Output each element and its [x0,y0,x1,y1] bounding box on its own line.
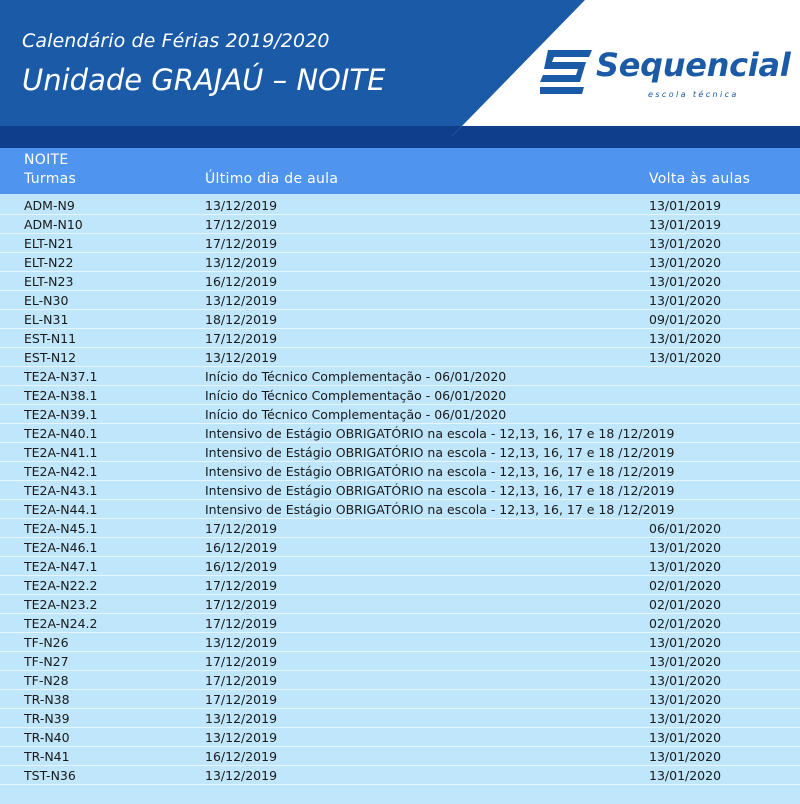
table-row [0,671,800,690]
cell-volta: 13/01/2020 [649,274,722,289]
period-label: NOITE [24,152,69,168]
table-row [0,519,800,538]
title-subtitle: Calendário de Férias 2019/2020 [22,30,330,52]
cell-volta: 06/01/2020 [649,521,722,536]
cell-volta: 13/01/2020 [649,540,722,555]
cell-turma: TE2A-N38.1 [24,388,98,403]
cell-volta: 13/01/2020 [649,293,722,308]
cell-turma: TF-N27 [24,654,69,669]
cell-turma: TR-N40 [24,730,70,745]
column-header-turmas: Turmas [24,171,77,187]
table-row [0,481,800,500]
cell-ultimo-dia: 17/12/2019 [205,597,278,612]
page-header [0,0,800,148]
table-row [0,576,800,595]
cell-turma: ELT-N21 [24,236,74,251]
cell-ultimo-dia: 17/12/2019 [205,692,278,707]
cell-ultimo-dia: 13/12/2019 [205,293,278,308]
cell-volta: 13/01/2020 [649,673,722,688]
column-header-volta: Volta às aulas [649,171,751,187]
table-row [0,234,800,253]
table-row [0,443,800,462]
cell-ultimo-dia: 16/12/2019 [205,540,278,555]
cell-volta: 02/01/2020 [649,597,722,612]
table-row [0,291,800,310]
table-row [0,500,800,519]
table-row [0,424,800,443]
cell-ultimo-dia: 17/12/2019 [205,331,278,346]
table-row [0,747,800,766]
cell-ultimo-dia: 17/12/2019 [205,578,278,593]
schedule-table-body [0,196,800,785]
cell-volta: 13/01/2020 [649,255,722,270]
sequencial-logo [540,46,791,104]
table-row [0,595,800,614]
cell-ultimo-dia: 13/12/2019 [205,635,278,650]
cell-ultimo-dia: 18/12/2019 [205,312,278,327]
table-row [0,215,800,234]
table-header [0,148,800,194]
cell-volta: 13/01/2020 [649,711,722,726]
cell-turma: TF-N28 [24,673,69,688]
logo-s-mark-icon [540,50,592,94]
cell-turma: TE2A-N39.1 [24,407,98,422]
cell-ultimo-dia: Intensivo de Estágio OBRIGATÓRIO na escola - 12,13, 16, 17 e 18 /12/2019 [205,502,675,517]
cell-turma: TR-N41 [24,749,70,764]
cell-volta: 13/01/2020 [649,559,722,574]
table-row [0,557,800,576]
cell-volta: 13/01/2019 [649,217,722,232]
cell-turma: TR-N38 [24,692,70,707]
table-row [0,728,800,747]
table-row [0,253,800,272]
cell-ultimo-dia: 16/12/2019 [205,559,278,574]
cell-ultimo-dia: 13/12/2019 [205,350,278,365]
cell-ultimo-dia: 17/12/2019 [205,521,278,536]
cell-ultimo-dia: Início do Técnico Complementação - 06/01/2020 [205,369,507,384]
cell-ultimo-dia: 17/12/2019 [205,217,278,232]
cell-ultimo-dia: 16/12/2019 [205,274,278,289]
cell-ultimo-dia: 17/12/2019 [205,236,278,251]
cell-ultimo-dia: 16/12/2019 [205,749,278,764]
cell-turma: TR-N39 [24,711,70,726]
table-row [0,709,800,728]
cell-turma: TE2A-N41.1 [24,445,98,460]
table-row [0,633,800,652]
cell-volta: 13/01/2020 [649,749,722,764]
cell-volta: 13/01/2020 [649,730,722,745]
cell-turma: EL-N31 [24,312,69,327]
cell-ultimo-dia: 13/12/2019 [205,730,278,745]
cell-turma: ELT-N22 [24,255,74,270]
cell-volta: 02/01/2020 [649,616,722,631]
table-row [0,329,800,348]
cell-volta: 13/01/2019 [649,198,722,213]
table-row [0,310,800,329]
cell-ultimo-dia: 17/12/2019 [205,673,278,688]
cell-turma: TE2A-N47.1 [24,559,98,574]
cell-ultimo-dia: 13/12/2019 [205,255,278,270]
cell-ultimo-dia: 13/12/2019 [205,198,278,213]
cell-ultimo-dia: Intensivo de Estágio OBRIGATÓRIO na escola - 12,13, 16, 17 e 18 /12/2019 [205,445,675,460]
cell-turma: ADM-N9 [24,198,75,213]
cell-turma: EST-N12 [24,350,77,365]
cell-ultimo-dia: Intensivo de Estágio OBRIGATÓRIO na escola - 12,13, 16, 17 e 18 /12/2019 [205,464,675,479]
table-row [0,367,800,386]
table-row [0,690,800,709]
cell-volta: 13/01/2020 [649,654,722,669]
table-row [0,196,800,215]
cell-volta: 13/01/2020 [649,635,722,650]
cell-volta: 13/01/2020 [649,692,722,707]
cell-turma: TE2A-N45.1 [24,521,98,536]
cell-ultimo-dia: 13/12/2019 [205,711,278,726]
cell-volta: 13/01/2020 [649,768,722,783]
cell-ultimo-dia: Início do Técnico Complementação - 06/01/2020 [205,388,507,403]
cell-turma: TE2A-N40.1 [24,426,98,441]
cell-volta: 13/01/2020 [649,350,722,365]
table-row [0,614,800,633]
cell-turma: TE2A-N43.1 [24,483,98,498]
table-row [0,766,800,785]
cell-ultimo-dia: Intensivo de Estágio OBRIGATÓRIO na escola - 12,13, 16, 17 e 18 /12/2019 [205,426,675,441]
column-header-ultimo-dia: Último dia de aula [205,171,339,187]
table-row [0,348,800,367]
cell-turma: EL-N30 [24,293,69,308]
cell-ultimo-dia: Início do Técnico Complementação - 06/01/2020 [205,407,507,422]
cell-turma: EST-N11 [24,331,77,346]
table-row [0,272,800,291]
cell-turma: TST-N36 [24,768,76,783]
cell-turma: TE2A-N42.1 [24,464,98,479]
cell-turma: TE2A-N44.1 [24,502,98,517]
table-row [0,462,800,481]
cell-ultimo-dia: 17/12/2019 [205,654,278,669]
cell-turma: TF-N26 [24,635,69,650]
cell-volta: 02/01/2020 [649,578,722,593]
cell-turma: TE2A-N46.1 [24,540,98,555]
cell-turma: ADM-N10 [24,217,83,232]
cell-turma: TE2A-N23.2 [24,597,98,612]
page-title: Unidade GRAJAÚ – NOITE [22,63,386,97]
table-row [0,386,800,405]
table-row [0,405,800,424]
table-row [0,538,800,557]
cell-turma: TE2A-N22.2 [24,578,98,593]
cell-turma: ELT-N23 [24,274,74,289]
logo-wordmark: Sequencial [596,46,791,84]
cell-turma: TE2A-N24.2 [24,616,98,631]
cell-ultimo-dia: 13/12/2019 [205,768,278,783]
cell-turma: TE2A-N37.1 [24,369,98,384]
table-row [0,652,800,671]
cell-volta: 13/01/2020 [649,331,722,346]
cell-ultimo-dia: 17/12/2019 [205,616,278,631]
cell-ultimo-dia: Intensivo de Estágio OBRIGATÓRIO na escola - 12,13, 16, 17 e 18 /12/2019 [205,483,675,498]
cell-volta: 09/01/2020 [649,312,722,327]
logo-tagline: escola técnica [648,90,739,99]
cell-volta: 13/01/2020 [649,236,722,251]
